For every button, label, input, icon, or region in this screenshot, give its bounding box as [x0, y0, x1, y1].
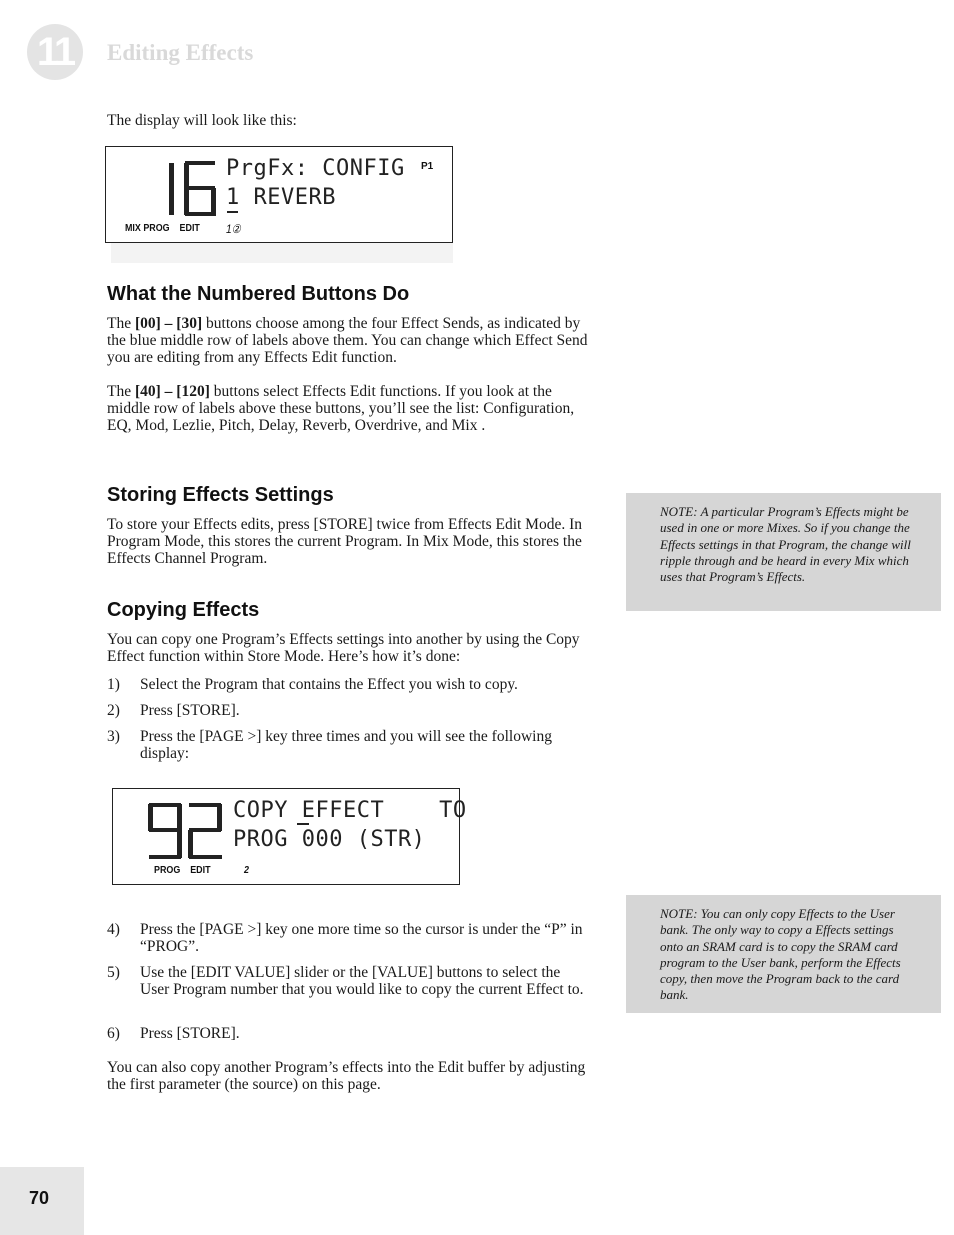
digit-segment — [148, 804, 153, 831]
chapter-title: Editing Effects — [107, 40, 254, 65]
step-number: 1) — [107, 676, 120, 693]
lcd-cursor — [297, 823, 309, 825]
text-fragment: buttons choose among the four Effect Sends, as indicated by the blue middle row of labels above them. You can change which Effect Send you are editing from any Effects Edit function. — [107, 315, 588, 366]
digit-segment — [149, 828, 181, 832]
list-item — [107, 1025, 587, 1042]
lcd-line-2: 1 REVERB — [226, 185, 336, 210]
digit-segment — [211, 188, 216, 215]
note-text: NOTE: You can only copy Effects to the User bank. The only way to copy a Effects settings onto an SRAM card is to copy the SRAM card program to the User bank, perform the Effects copy, then move the Program back to the card bank. — [660, 906, 901, 1003]
section-heading-storing: Storing Effects Settings — [107, 484, 334, 506]
digit-segment — [189, 855, 222, 859]
step-number: 3) — [107, 728, 120, 745]
lcd-display-config — [105, 146, 453, 243]
digit-segment — [185, 161, 215, 165]
lcd-display-copy-effect — [112, 788, 467, 885]
list-item — [107, 921, 587, 955]
section-heading-copying: Copying Effects — [107, 599, 260, 621]
text-fragment: The — [107, 383, 135, 400]
step-number: 6) — [107, 1025, 120, 1042]
step-number: 5) — [107, 964, 120, 981]
digit-segment — [217, 804, 222, 831]
lcd-page-indicator: P1 — [421, 161, 434, 172]
page-number: 70 — [29, 1188, 50, 1208]
step-text: Press the [PAGE >] key one more time so the cursor is under the “P” in “PROG”. — [140, 921, 583, 955]
lcd-mode-labels: MIX PROG EDIT — [125, 222, 200, 234]
step-text: Use the [EDIT VALUE] slider or the [VALUE] buttons to select the User Program number that you would like to copy the current Effect to. — [140, 964, 584, 998]
paragraph-effect-sends — [107, 315, 597, 366]
list-item — [107, 728, 587, 762]
note-text: NOTE: A particular Program’s Effects might be used in one or more Mixes. So if you change the Effects settings in that Program, the change will ripple through and be heard in every Mix which uses that Program’s Effects. — [660, 504, 911, 585]
chapter-number-badge — [27, 24, 83, 80]
step-text: Press the [PAGE >] key three times and you will see the following display: — [140, 728, 552, 762]
lcd-indicator: 2 — [244, 864, 249, 876]
lcd-line-1: PrgFx: CONFIG — [226, 156, 405, 181]
paragraph-edit-buffer: You can also copy another Program’s effects into the Edit buffer by adjusting the first parameter (the source) on this page. — [107, 1059, 586, 1093]
lcd-line-1: COPY EFFECT TO — [233, 798, 467, 823]
step-text: Press [STORE]. — [140, 702, 240, 719]
intro-text: The display will look like this: — [107, 112, 297, 129]
step-text: Select the Program that contains the Effect you wish to copy. — [140, 676, 518, 693]
button-range-bold: [40] – [120] — [134, 383, 210, 400]
text-fragment: The — [107, 315, 135, 332]
paragraph-copying-intro: You can copy one Program’s Effects settings into another by using the Copy Effect function within Store Mode. Here’s how it’s done: — [107, 631, 580, 665]
note-box-user-bank — [626, 895, 941, 1013]
step-number: 4) — [107, 921, 120, 938]
digit-segment — [185, 186, 215, 190]
list-item — [107, 702, 587, 719]
paragraph-edit-functions — [107, 383, 597, 434]
page-number-box — [0, 1167, 84, 1235]
digit-segment — [149, 855, 181, 859]
digit-segment — [189, 828, 221, 832]
chapter-number: 11 — [36, 29, 74, 74]
lcd-cursor — [227, 211, 238, 213]
lcd-mode-labels: PROG EDIT — [154, 864, 211, 876]
lcd-indicator: 1② — [226, 222, 241, 236]
step-text: Press [STORE]. — [140, 1025, 240, 1042]
section-heading-numbered-buttons: What the Numbered Buttons Do — [107, 283, 410, 305]
list-item — [107, 964, 587, 998]
lcd-big-digits — [147, 801, 227, 863]
paragraph-storing: To store your Effects edits, press [STORE] twice from Effects Edit Mode. In Program Mode, this stores the current Program. In Mix Mode, this stores the Effects Channel Program. — [107, 516, 583, 567]
lcd-line-2: PROG 000 (STR) — [233, 827, 426, 852]
list-item — [107, 676, 587, 693]
digit-segment — [185, 212, 216, 216]
lcd-big-digits — [163, 159, 223, 219]
step-number: 2) — [107, 702, 120, 719]
note-box-mixes — [626, 493, 941, 611]
digit-segment — [149, 803, 181, 807]
digit-segment — [189, 803, 221, 807]
digit-segment — [169, 163, 174, 215]
button-range-bold: [00] – [30] — [134, 315, 203, 332]
digit-segment — [188, 830, 193, 858]
text-fragment: buttons select Effects Edit functions. If you look at the middle row of labels above these buttons, you’ll see the list: Configuration, EQ, Mod, Lezlie, Pitch, Delay, Reverb, Overdrive, and Mix . — [107, 383, 575, 434]
